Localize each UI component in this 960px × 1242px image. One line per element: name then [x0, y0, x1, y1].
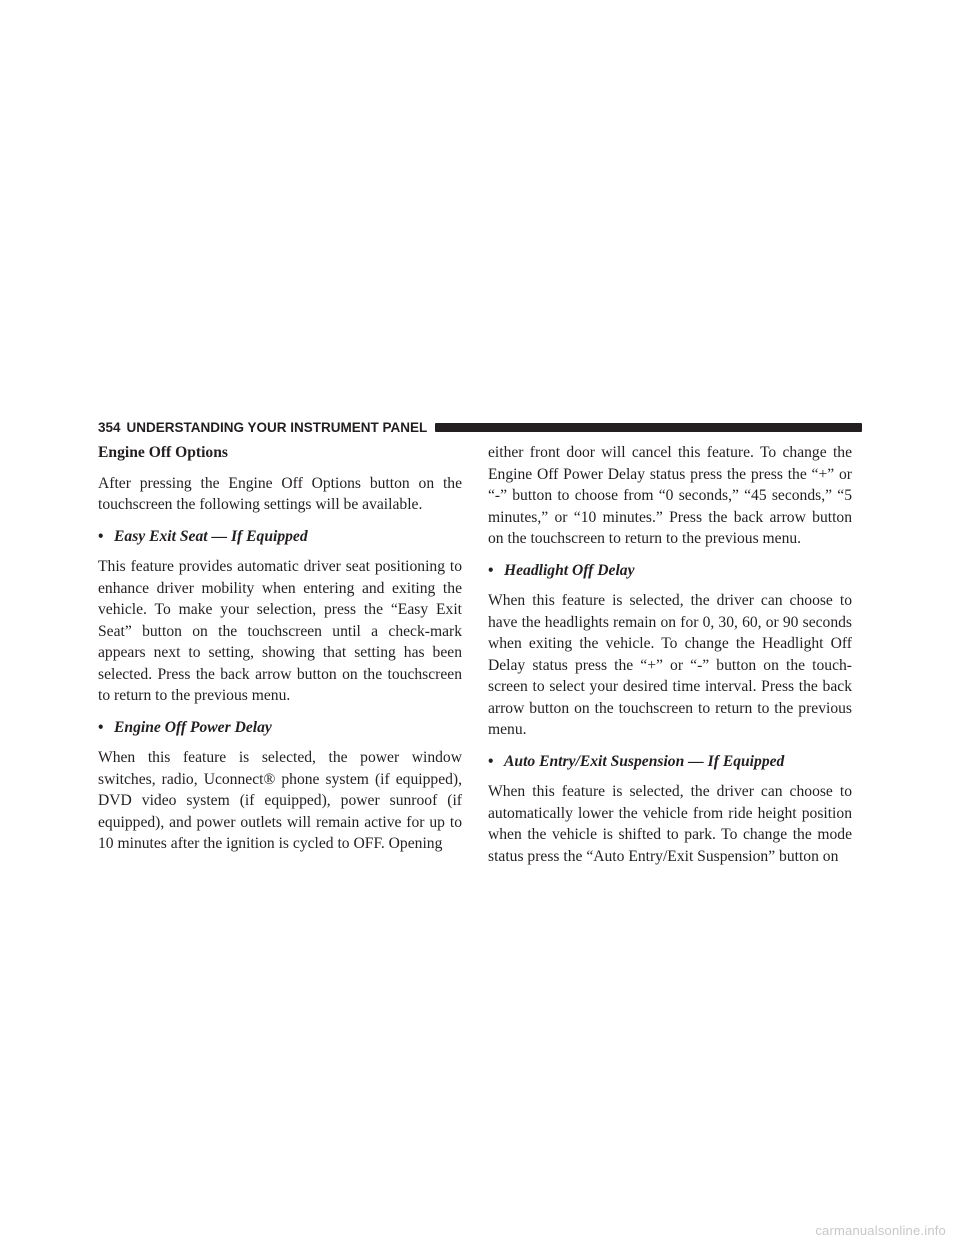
bullet-label: Engine Off Power Delay [114, 718, 272, 736]
bullet-engine-off-power-delay [98, 717, 462, 739]
intro-paragraph: After pressing the Engine Off Options button on the touchscreen the following settings will be available. [98, 474, 462, 513]
easy-exit-seat-paragraph: This feature provides automatic driver seat positioning to enhance driver mobility when entering and exiting the vehicle. To make your selection, press the “Easy Exit Seat” button on the touchscreen until a check-mark appears next to setting, showing that setting has been selected. Press the back arrow button on the touchscreen to return to the previous menu. [98, 558, 462, 704]
left-column [98, 442, 462, 865]
bullet-label: Auto Entry/Exit Suspension — If Equipped [504, 752, 785, 770]
page-header [98, 417, 862, 437]
right-column [488, 442, 852, 877]
bullet-label: Headlight Off Delay [504, 561, 635, 579]
bullet-icon: • [98, 718, 104, 736]
bullet-easy-exit-seat [98, 526, 462, 548]
headlight-off-delay-paragraph: When this feature is selected, the driver can choose to have the headlights remain on for 0, 30, 60, or 90 seconds when exiting the vehicle. To change the Headlight Off Delay status press the “+” or “-” button on the touch-screen to select your desired time interval. Press the back arrow button on the touchscreen to return to the previous menu. [488, 592, 852, 738]
page-footer [0, 1222, 960, 1242]
bullet-headlight-off-delay [488, 560, 852, 582]
auto-entry-exit-suspension-paragraph: When this feature is selected, the driver can choose to automatically lower the vehicle from ride height position when the vehicle is shifted to park. To change the mode status press the “Auto Entry/Exit Suspension” button on [488, 783, 852, 865]
section-heading: Engine Off Options [98, 444, 228, 461]
bullet-icon: • [488, 752, 494, 770]
bullet-label: Easy Exit Seat — If Equipped [114, 527, 308, 545]
bullet-icon: • [98, 527, 104, 545]
engine-off-power-delay-paragraph: When this feature is selected, the power window switches, radio, Uconnect® phone system (if equipped), DVD video system (if equipped), power sunroof (if equipped), and power outlets will remain active for up to 10 minutes after the ignition is cycled to OFF. Opening [98, 749, 462, 852]
page-number: 354 [98, 419, 121, 435]
continued-paragraph: either front door will cancel this feature. To change the Engine Off Power Delay status press the press the “+” or “-” button to choose from “0 seconds,” “45 seconds,” “5 minutes,” or “10 minutes.” Press the back arrow button on the touchscreen to return to the previous menu. [488, 444, 852, 547]
bullet-auto-entry-exit-suspension [488, 751, 852, 773]
bullet-icon: • [488, 561, 494, 579]
header-rule [435, 423, 862, 432]
section-title: UNDERSTANDING YOUR INSTRUMENT PANEL [126, 419, 428, 435]
watermark: carmanualsonline.info [815, 1223, 946, 1238]
